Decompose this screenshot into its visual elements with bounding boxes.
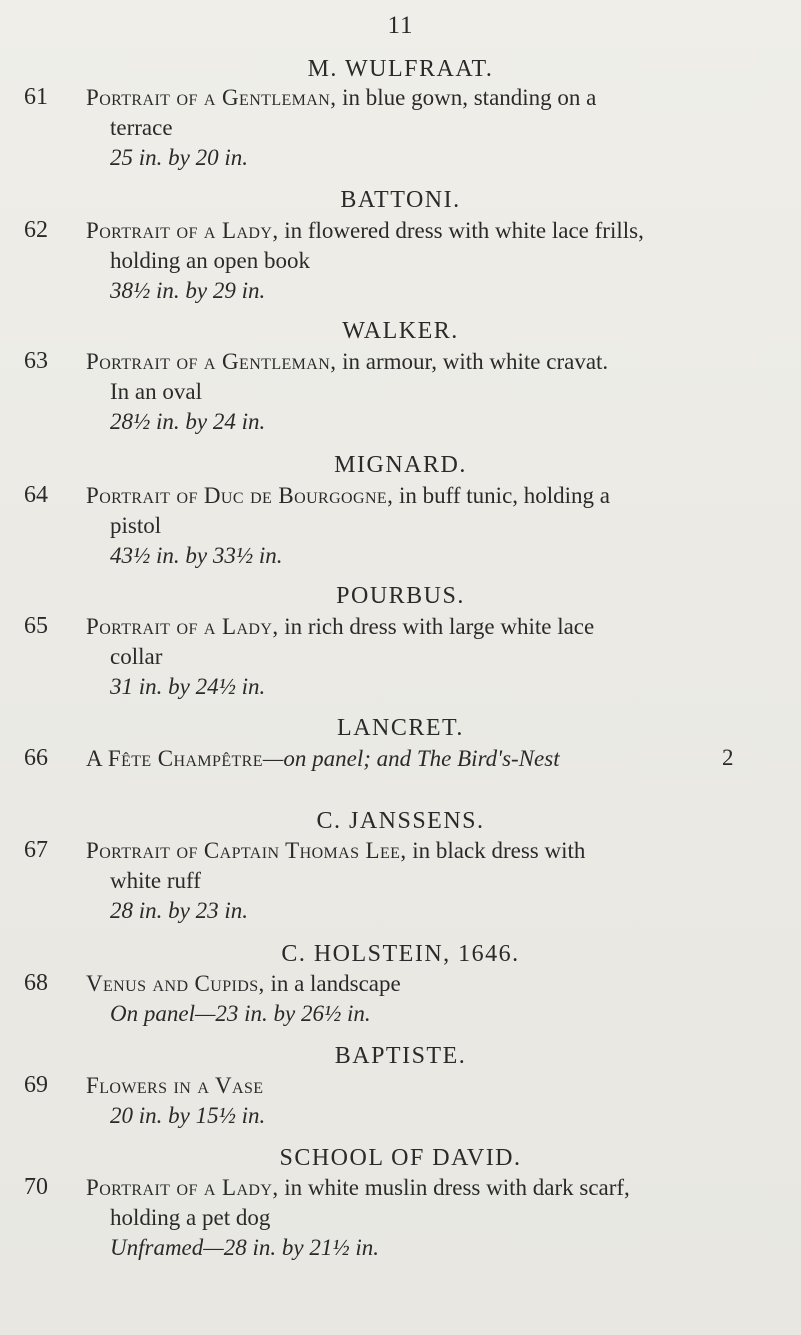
lot-title: Portrait of Duc de Bourgogne, xyxy=(86,483,394,508)
lot-dimensions: 20 in. by 15½ in. xyxy=(110,1103,266,1128)
lot-detail-continued: pistol xyxy=(110,513,162,538)
artist-name: WALKER. xyxy=(342,318,459,344)
lot-description xyxy=(86,481,786,571)
lot-number: 69 xyxy=(24,1072,48,1098)
artist-name: LANCRET. xyxy=(337,715,464,741)
artist-name: BATTONI. xyxy=(340,187,461,213)
lot-detail-continued: terrace xyxy=(110,115,173,140)
artist-name: POURBUS. xyxy=(336,583,465,609)
lot-number: 61 xyxy=(24,84,48,110)
lot-dimensions: 28 in. by 23 in. xyxy=(110,898,248,923)
lot-number: 70 xyxy=(24,1174,48,1200)
artist-name: SCHOOL OF DAVID. xyxy=(279,1145,522,1171)
lot-detail: in blue gown, standing on a xyxy=(336,85,597,110)
lot-description xyxy=(86,83,786,173)
lot-number: 64 xyxy=(24,482,48,508)
lot-title: Portrait of a Gentleman, xyxy=(86,349,337,374)
page-number: 11 xyxy=(387,12,414,39)
lot-title: Portrait of a Lady, xyxy=(86,1175,279,1200)
lot-dimensions: 28½ in. by 24 in. xyxy=(110,409,266,434)
lot-description xyxy=(86,612,786,702)
lot-description xyxy=(86,216,786,306)
lot-number: 66 xyxy=(24,745,48,771)
lot-detail-continued: In an oval xyxy=(110,379,202,404)
lot-number: 63 xyxy=(24,348,48,374)
artist-name: M. WULFRAAT. xyxy=(307,56,494,82)
lot-detail: in armour, with white cravat. xyxy=(336,349,609,374)
lot-title: Portrait of a Gentleman, xyxy=(86,85,337,110)
lot-dimensions: Unframed—28 in. by 21½ in. xyxy=(110,1235,379,1260)
lot-detail: in buff tunic, holding a xyxy=(393,483,611,508)
lot-detail-continued: holding a pet dog xyxy=(110,1205,271,1230)
lot-detail-continued: collar xyxy=(110,644,163,669)
lot-detail: in white muslin dress with dark scarf, xyxy=(278,1175,630,1200)
lot-description xyxy=(86,836,786,926)
artist-name: C. JANSSENS. xyxy=(316,808,485,834)
lot-dimensions: On panel—23 in. by 26½ in. xyxy=(110,1001,371,1026)
artist-name: BAPTISTE. xyxy=(334,1043,467,1069)
lot-detail: in rich dress with large white lace xyxy=(278,614,595,639)
lot-dimensions: 31 in. by 24½ in. xyxy=(110,674,266,699)
lot-number: 67 xyxy=(24,837,48,863)
lot-dimensions: 38½ in. by 29 in. xyxy=(110,278,266,303)
lot-detail-continued: white ruff xyxy=(110,868,201,893)
lot-title: A Fête Champêtre xyxy=(86,746,263,771)
lot-number: 68 xyxy=(24,970,48,996)
lot-title: Portrait of Captain Thomas Lee, xyxy=(86,838,407,863)
lot-number: 65 xyxy=(24,613,48,639)
lot-quantity: 2 xyxy=(722,745,734,770)
lot-title: Portrait of a Lady, xyxy=(86,218,279,243)
lot-dimensions: 43½ in. by 33½ in. xyxy=(110,543,283,568)
lot-detail-continued: holding an open book xyxy=(110,248,310,273)
lot-title: Venus and Cupids, xyxy=(86,971,265,996)
lot-dimensions: 25 in. by 20 in. xyxy=(110,145,248,170)
lot-title: Portrait of a Lady, xyxy=(86,614,279,639)
lot-detail: in black dress with xyxy=(406,838,586,863)
lot-description xyxy=(86,1071,786,1131)
lot-description xyxy=(86,347,786,437)
lot-title: Flowers in a Vase xyxy=(86,1073,264,1098)
lot-description xyxy=(86,744,786,774)
lot-description xyxy=(86,969,786,1029)
lot-number: 62 xyxy=(24,217,48,243)
lot-detail: in flowered dress with white lace frills, xyxy=(278,218,644,243)
lot-description xyxy=(86,1173,786,1263)
lot-detail: in a landscape xyxy=(264,971,401,996)
artist-name: MIGNARD. xyxy=(334,452,467,478)
lot-detail: —on panel; and The Bird's-Nest xyxy=(262,746,560,771)
artist-name: C. HOLSTEIN, 1646. xyxy=(281,941,520,967)
